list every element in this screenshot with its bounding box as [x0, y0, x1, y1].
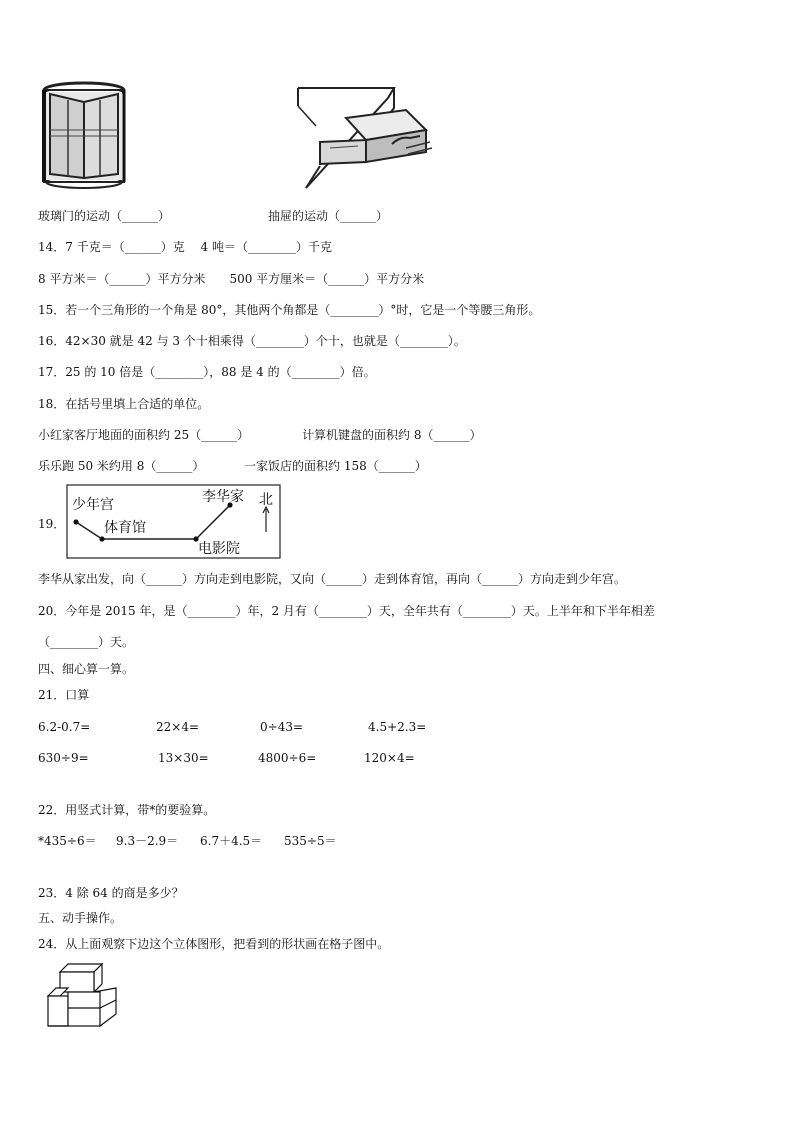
q16: 16．42×30 就是 42 与 3 个十相乘得（________）个十，也就是（________）。	[38, 334, 466, 348]
q21-row1-item1: 6.2-0.7=	[38, 720, 91, 734]
q13-glass-door-label: 玻璃门的运动（______）	[38, 209, 171, 223]
q20-line2: （________）天。	[38, 635, 135, 649]
q18-line1b: 计算机键盘的面积约 8（______）	[302, 428, 482, 442]
q18-line2a: 乐乐跑 50 米约用 8（______）	[38, 459, 205, 473]
q19-number: 19．	[38, 517, 66, 531]
q21-row2-item3: 4800÷6=	[258, 751, 317, 765]
gym-point	[99, 536, 104, 541]
q24-cube-figure	[44, 962, 120, 1036]
q21-row2-item4: 120×4=	[364, 751, 415, 765]
q19-text: 李华从家出发，向（______）方向走到电影院，又向（______）走到体育馆，再向（______）方向走到少年宫。	[38, 572, 627, 586]
q17: 17．25 的 10 倍是（________），88 是 4 的（________）倍。	[38, 365, 376, 379]
section-5-heading: 五、动手操作。	[38, 911, 123, 925]
q18-line2b: 一家饭店的面积约 158（______）	[244, 459, 427, 473]
glass-door-illustration	[38, 80, 130, 192]
children-palace-label: 少年宫	[72, 497, 114, 513]
q22-title: 22．用竖式计算，带*的要验算。	[38, 803, 216, 817]
q22-item2: 9.3－2.9＝	[116, 834, 179, 848]
q21-row2-item2: 13×30=	[158, 751, 209, 765]
q20-line1: 20．今年是 2015 年，是（________）年，2 月有（________）天，全年共有（________）天。上半年和下半年相差	[38, 604, 655, 618]
q21-title: 21．口算	[38, 688, 90, 702]
lihua-home-label: 李华家	[202, 489, 244, 505]
q18-title: 18．在括号里填上合适的单位。	[38, 397, 210, 411]
north-label: 北	[259, 492, 273, 508]
q24: 24．从上面观察下边这个立体图形，把看到的形状画在格子图中。	[38, 937, 390, 951]
section-4-heading: 四、细心算一算。	[38, 662, 135, 676]
cinema-label: 电影院	[198, 541, 240, 557]
q21-row1-item4: 4.5+2.3=	[368, 720, 427, 734]
q15: 15．若一个三角形的一个角是 80°，其他两个角都是（________）°时，它是一个等腰三角形。	[38, 303, 541, 317]
gym-label: 体育馆	[104, 520, 146, 536]
q23: 23．4 除 64 的商是多少？	[38, 886, 184, 900]
q21-row1-item2: 22×4=	[156, 720, 200, 734]
q22-item3: 6.7＋4.5＝	[200, 834, 263, 848]
q13-drawer-label: 抽屉的运动（______）	[268, 209, 389, 223]
q22-item1: *435÷6＝	[38, 834, 97, 848]
q19-route-map	[66, 484, 282, 560]
q14-line2: 8 平方米＝（______）平方分米 500 平方厘米＝（______）平方分米	[38, 272, 425, 286]
drawer-illustration	[296, 82, 444, 192]
q18-line1a: 小红家客厅地面的面积约 25（______）	[38, 428, 250, 442]
q22-item4: 535÷5＝	[284, 834, 337, 848]
children-palace-point	[73, 519, 78, 524]
q21-row1-item3: 0÷43=	[260, 720, 304, 734]
q21-row2-item1: 630÷9=	[38, 751, 89, 765]
q14-line1: 14．7 千克＝（______）克 4 吨＝（________）千克	[38, 240, 332, 254]
